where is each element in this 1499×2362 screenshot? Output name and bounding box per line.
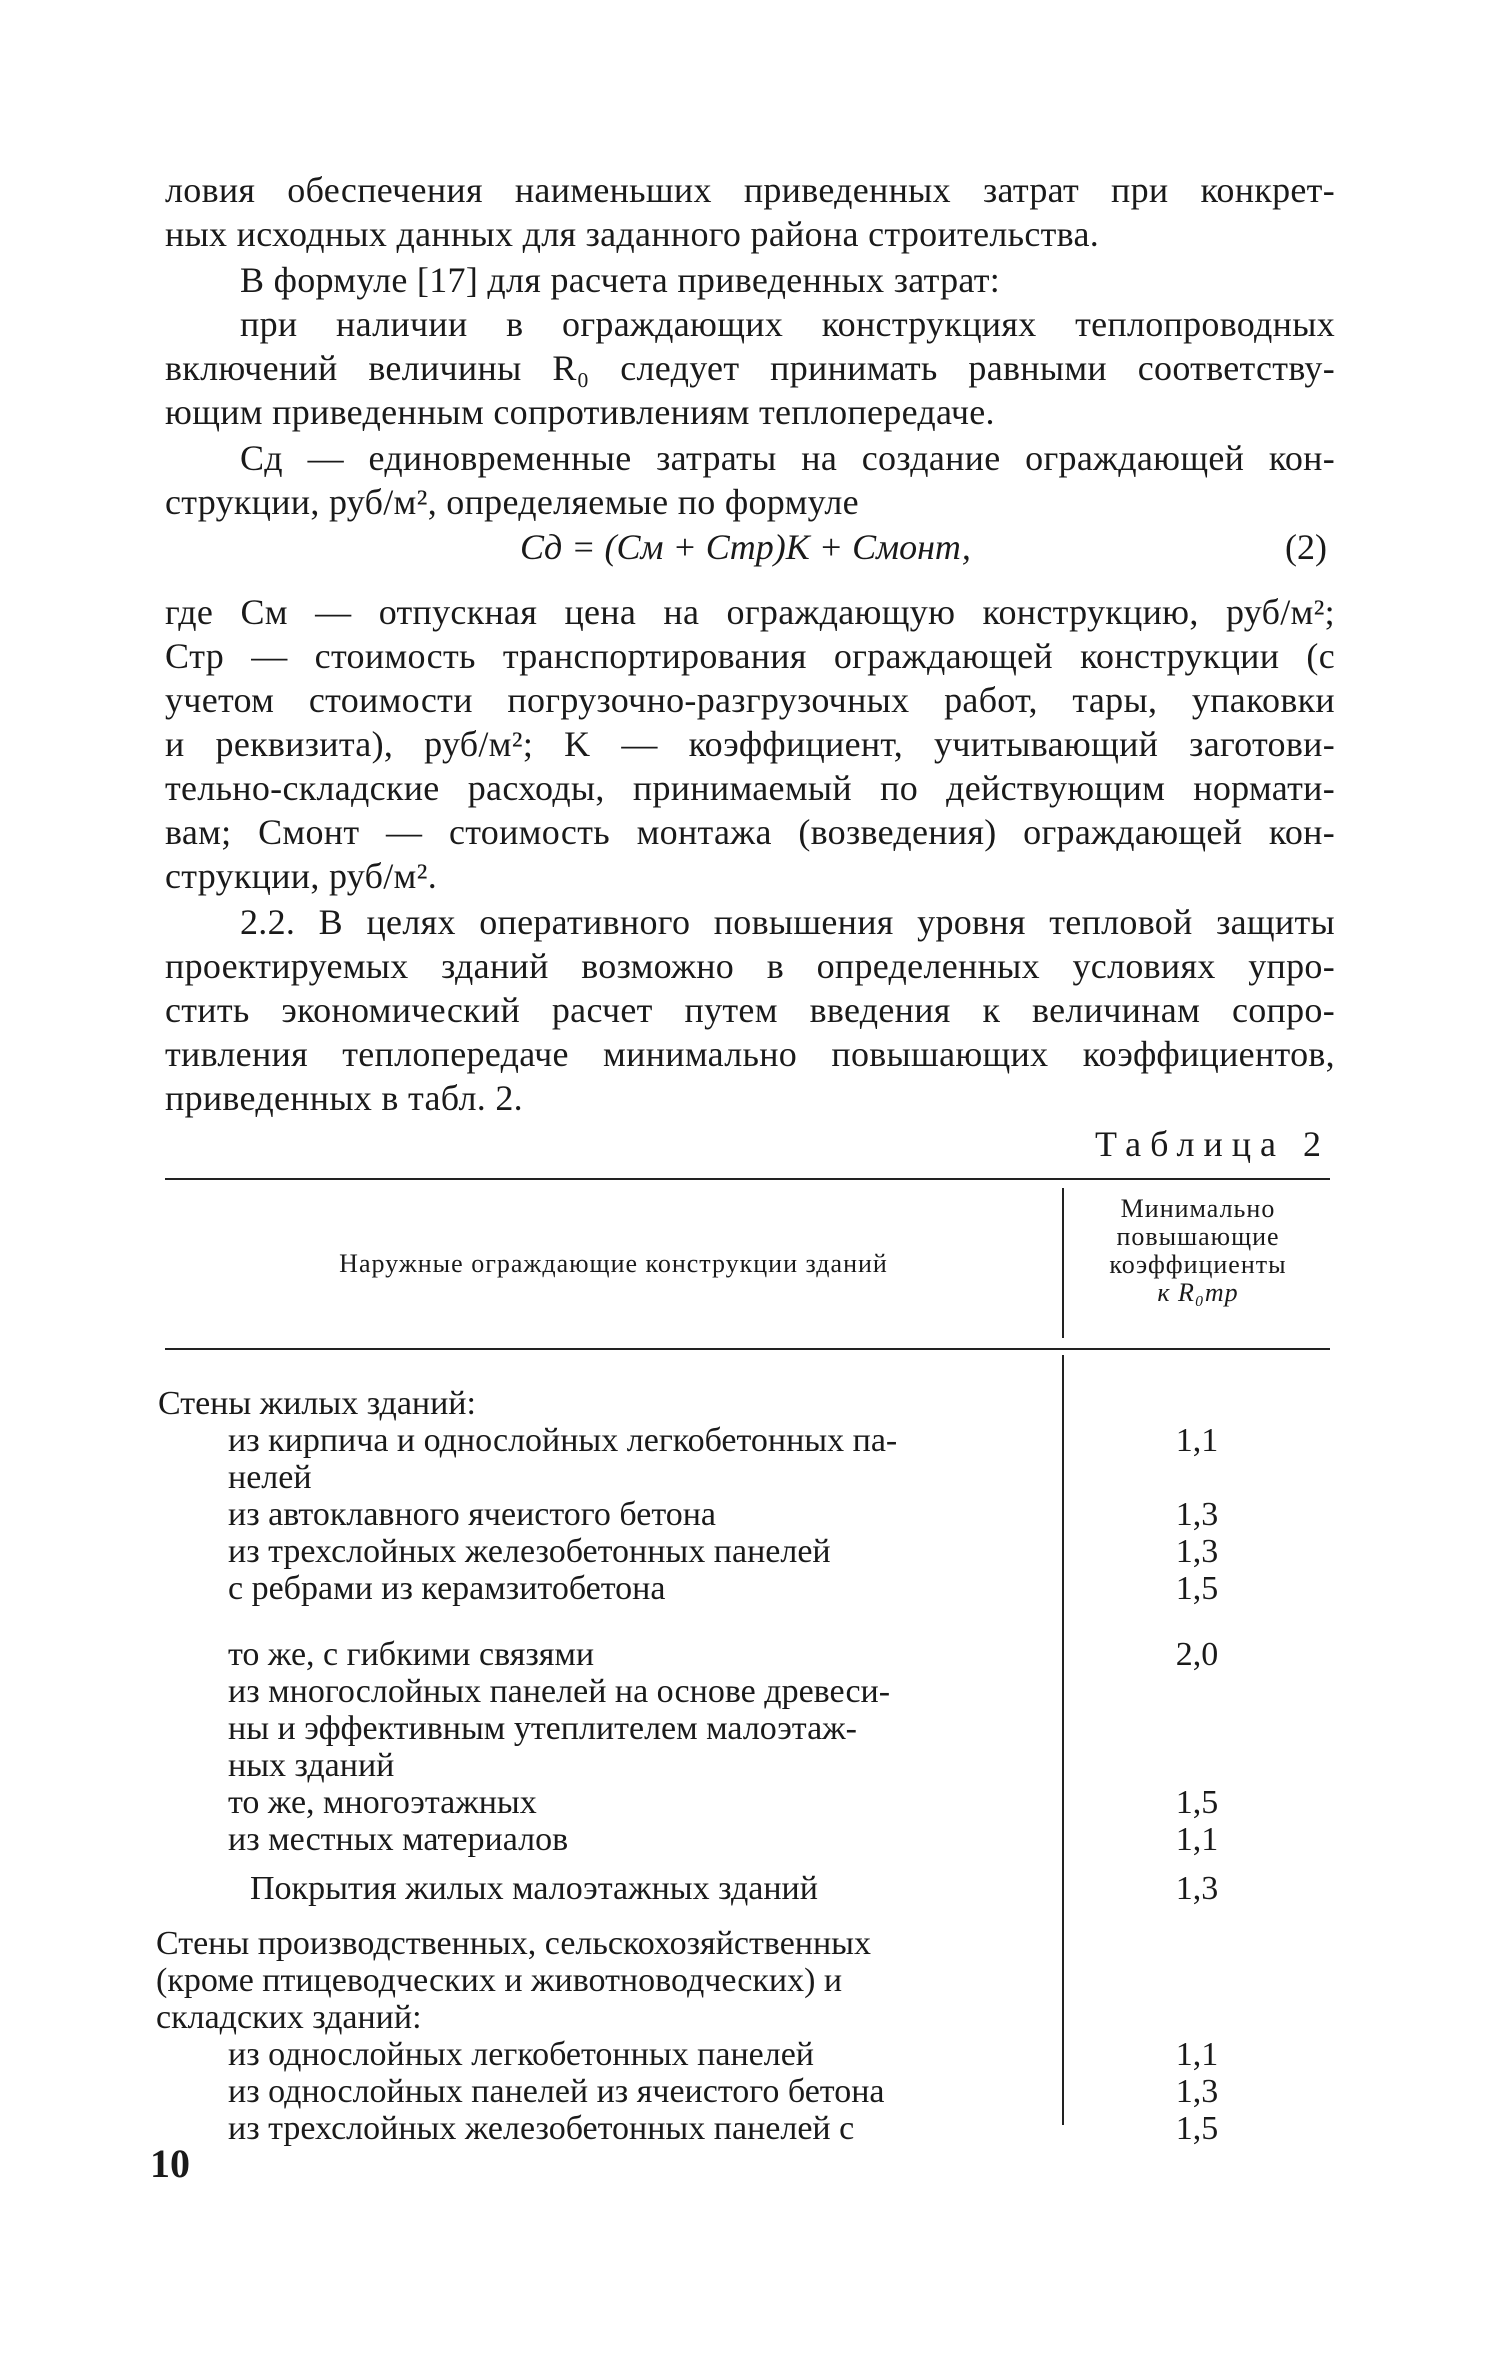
table-header-constructions: Наружные ограждающие конструкции зданий	[339, 1249, 888, 1278]
body-line: ных исходных данных для заданного района строительства.	[165, 214, 1100, 254]
body-line: В формуле [17] для расчета приведенных затрат:	[240, 260, 1001, 300]
table-row-text: нелей	[228, 1459, 312, 1496]
body-line: Cтр — стоимость транспортирования ограждающей конструкции (с	[165, 636, 1335, 676]
table-row-text: из однослойных легкобетонных панелей	[228, 2036, 814, 2073]
body-line: ловия обеспечения наименьших приведенных затрат при конкрет-	[165, 170, 1335, 210]
table-header-rule	[165, 1348, 1330, 1350]
header-line: коэффициенты	[1109, 1250, 1287, 1279]
body-line: где Cм — отпускная цена на ограждающую конструкцию, руб/м²;	[165, 592, 1335, 632]
header-line: к R₀тр	[1157, 1278, 1239, 1307]
table-row-text: Стены производственных, сельскохозяйственных	[156, 1925, 872, 1962]
table-row-text: из кирпича и однослойных легкобетонных па-	[228, 1422, 898, 1459]
table-caption: Таблица 2	[1095, 1124, 1330, 1164]
body-line: вам; Cмонт — стоимость монтажа (возведения) ограждающей кон-	[165, 812, 1335, 852]
table-header-coefficients	[1064, 1195, 1332, 1307]
table-row-value: 1,3	[1175, 1496, 1219, 1533]
table-row-text: Стены жилых зданий:	[158, 1385, 476, 1422]
table-row-value: 1,3	[1175, 2073, 1219, 2110]
body-line: 2.2. В целях оперативного повышения уровня тепловой защиты	[240, 902, 1335, 942]
table-row-text: из автоклавного ячеистого бетона	[228, 1496, 717, 1533]
table-row-text: (кроме птицеводческих и животноводческих) и	[156, 1962, 843, 1999]
body-line: стить экономический расчет путем введения к величинам сопро-	[165, 990, 1335, 1030]
body-line: Cд — единовременные затраты на создание ограждающей кон-	[240, 438, 1335, 478]
header-line: повышающие	[1116, 1222, 1280, 1251]
formula: Cд = (Cм + Cтр)K + Cмонт,	[520, 527, 971, 567]
table-column-divider	[1062, 1355, 1064, 2125]
table-row-text: из многослойных панелей на основе древеси-	[228, 1673, 891, 1710]
body-line: учетом стоимости погрузочно-разгрузочных работ, тары, упаковки	[165, 680, 1335, 720]
table-row-value: 1,3	[1175, 1870, 1219, 1907]
table-row-text: из трехслойных железобетонных панелей с	[228, 2110, 855, 2147]
body-line: и реквизита), руб/м²; K — коэффициент, учитывающий заготови-	[165, 724, 1335, 764]
table-row-text: из местных материалов	[228, 1821, 569, 1858]
body-line: тивления теплопередаче минимально повышающих коэффициентов,	[165, 1034, 1335, 1074]
table-row-value: 1,3	[1175, 1533, 1219, 1570]
body-line: ющим приведенным сопротивлениям теплопередаче.	[165, 392, 995, 432]
table-row-value: 1,5	[1175, 2110, 1219, 2147]
table-row-text: складских зданий:	[156, 1999, 422, 2036]
table-row-text: ны и эффективным утеплителем малоэтаж-	[228, 1710, 857, 1747]
table-row-text: Покрытия жилых малоэтажных зданий	[250, 1870, 818, 1907]
table-row-text: то же, многоэтажных	[228, 1784, 537, 1821]
header-line: Минимально	[1120, 1194, 1276, 1223]
body-line: при наличии в ограждающих конструкциях теплопроводных	[240, 304, 1335, 344]
table-row-value: 1,1	[1175, 2036, 1219, 2073]
table-row-text: из трехслойных железобетонных панелей	[228, 1533, 831, 1570]
body-line: струкции, руб/м², определяемые по формуле	[165, 482, 859, 522]
table-row-text: из однослойных панелей из ячеистого бетона	[228, 2073, 885, 2110]
table-row-value: 1,5	[1175, 1784, 1219, 1821]
formula-number: (2)	[1285, 527, 1327, 567]
body-line: струкции, руб/м².	[165, 856, 438, 896]
body-line: включений величины R₀ следует принимать равными соответству-	[165, 348, 1335, 388]
table-row-text: то же, с гибкими связями	[228, 1636, 595, 1673]
table-top-rule	[165, 1178, 1330, 1180]
table-row-value: 2,0	[1175, 1636, 1219, 1673]
page-number: 10	[150, 2141, 190, 2186]
body-line: приведенных в табл. 2.	[165, 1078, 523, 1118]
table-row-value: 1,5	[1175, 1570, 1219, 1607]
table-row-value: 1,1	[1175, 1821, 1219, 1858]
body-line: проектируемых зданий возможно в определенных условиях упро-	[165, 946, 1335, 986]
table-row-text: с ребрами из керамзитобетона	[228, 1570, 666, 1607]
body-line: тельно-складские расходы, принимаемый по действующим нормати-	[165, 768, 1335, 808]
table-row-text: ных зданий	[228, 1747, 395, 1784]
table-row-value: 1,1	[1175, 1422, 1219, 1459]
